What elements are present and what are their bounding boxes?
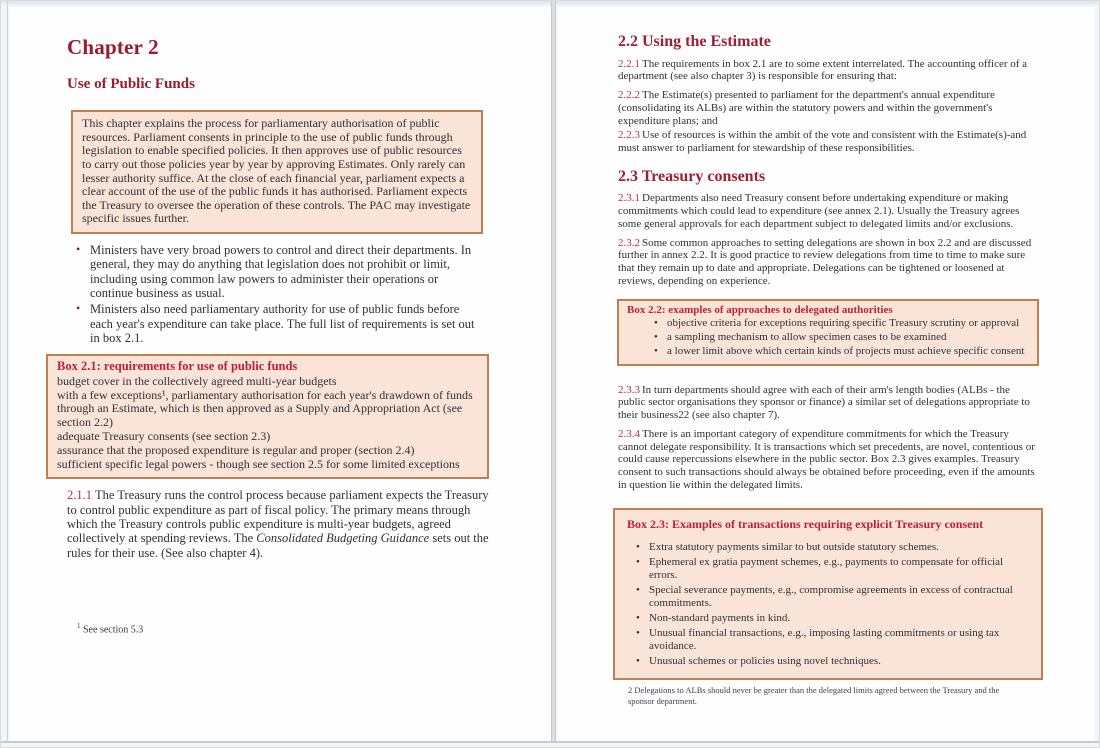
paragraph-number: 2.3.2	[618, 236, 640, 249]
box-2-1	[46, 354, 489, 479]
paragraph-2-2-3	[618, 129, 1039, 155]
paragraph-text: In turn departments should agree with each of their arm's length bodies (ALBs - the public sector organisations they sponsor or finance) a similar set of delegations appropriate to their business22 (see also chapter 7).	[618, 383, 1030, 422]
bullet-item: • Special severance payments, e.g., compromise agreements in excess of contractual commitments.	[649, 584, 1031, 610]
bullet-item: • Non-standard payments in kind.	[649, 612, 1031, 625]
footnote-marker: 1	[77, 622, 81, 631]
paragraph-number: 2.3.4	[618, 427, 640, 440]
viewer-bottom-edge	[1, 741, 1100, 743]
paragraph-2-3-4	[618, 428, 1039, 492]
box-2-2	[617, 299, 1039, 366]
bullet-item: • Unusual schemes or policies using novel techniques.	[649, 655, 1031, 668]
box-2-2-title: Box 2.2: examples of approaches to delegated authorities	[627, 303, 893, 316]
box-2-3-bullet-list	[627, 541, 1031, 668]
paragraph-number: 2.1.1	[67, 488, 92, 503]
box-2-1-line: adequate Treasury consents (see section 2.3)	[57, 428, 271, 443]
paragraph-2-3-2	[618, 237, 1039, 288]
paragraph-text: sets out the rules for their use. (See also chapter 4).	[67, 531, 489, 560]
paragraph-number: 2.3.3	[618, 383, 640, 396]
paragraph-2-3-1	[618, 192, 1039, 230]
heading-2-2: 2.2 Using the Estimate	[618, 33, 771, 50]
viewer-left-edge	[7, 1, 8, 741]
box-2-3-title: Box 2.3: Examples of transactions requiring explicit Treasury consent	[627, 516, 984, 531]
box-2-1-title: Box 2.1: requirements for use of public funds	[57, 359, 298, 374]
box-2-1-line: sufficient specific legal powers - though see section 2.5 for some limited exceptions	[57, 456, 460, 471]
box-2-3	[613, 508, 1043, 680]
heading-2-3: 2.3 Treasury consents	[618, 167, 766, 185]
box-2-2-bullet-list	[627, 317, 1029, 357]
bullet-item: • a lower limit above which certain kinds of projects must achieve specific consent	[667, 345, 1029, 358]
paragraph-2-1-1	[67, 488, 497, 560]
bullet-item: • Ministers also need parliamentary authority for use of public funds before each year's expenditure can take place. The full list of requirements is set out in box 2.1.	[90, 302, 479, 345]
bullet-item: • Ephemeral ex gratia payment schemes, e.g., payments to compensate for official errors.	[649, 556, 1031, 582]
page-divider	[551, 1, 556, 741]
paragraph-text: Use of resources is within the ambit of the vote and consistent with the Estimate(s)-and must answer to parliament for stewardship of these responsibilities.	[618, 129, 1027, 155]
paragraph-text: Departments also need Treasury consent before undertaking expenditure or making commitments which could lead to expenditure (see annex 2.1). Usually the Treasury agrees some general approvals for each department subject to delegated limits and/or exclusions.	[618, 192, 1020, 230]
page-left	[9, 7, 551, 741]
ministers-bullet-list	[67, 243, 479, 346]
box-2-1-line: assurance that the proposed expenditure is regular and proper (section 2.4)	[57, 442, 415, 457]
bullet-item: • a sampling mechanism to allow specimen cases to be examined	[667, 331, 1029, 344]
box-2-1-line: with a few exceptions¹, parliamentary authorisation for each year's drawdown of funds through an Estimate, which is then approved as a Supply and Appropriation Act (see section 2.2)	[57, 387, 473, 430]
intro-box	[71, 110, 483, 233]
paragraph-number: 2.3.1	[618, 192, 640, 205]
intro-box-text: This chapter explains the process for parliamentary authorisation of public resources. Parliament consents in principle to the use of public funds through legislation to enable specified policies. It then approves use of public resources to carry out those policies year by year by approving Estimates. Only rarely can lesser authority suffice. At the close of each financial year, parliament expects a clear account of the use of the public funds it has authorised. Parliament expects the Treasury to oversee the operation of these controls. The PAC may investigate specific issues further.	[82, 116, 471, 226]
section-title: Use of Public Funds	[67, 76, 195, 93]
paragraph-2-2-1	[618, 58, 1039, 84]
bullet-item: • Extra statutory payments similar to but outside statutory schemes.	[649, 541, 1031, 554]
bullet-item: • Ministers have very broad powers to control and direct their departments. In general, they may do anything that legislation does not prohibit or limit, including using common law powers to administer their operations or continue business as usual.	[90, 243, 479, 301]
bullet-item: • objective criteria for exceptions requiring specific Treasury scrutiny or approval	[667, 317, 1029, 330]
paragraph-number: 2.2.1	[618, 57, 640, 70]
bullet-item: • Unusual financial transactions, e.g., imposing lasting commitments or using tax avoidance.	[649, 627, 1031, 653]
paragraph-text: The Estimate(s) presented to parliament for the department's annual expenditure (consolidating its ALBs) are within the statutory powers and within the government's expenditure plans; and	[618, 89, 995, 127]
paragraph-text: The Treasury runs the control process because parliament expects the Treasury to control public expenditure as part of fiscal policy. The primary means through which the Treasury controls public expenditure is multi-year budgets, agreed collectively at spending reviews. The	[67, 488, 489, 546]
paragraph-2-3-3	[618, 384, 1039, 422]
italic-title-text: Consolidated Budgeting Guidance	[256, 531, 430, 546]
paragraph-text: There is an important category of expenditure commitments for which the Treasury cannot delegate responsibility. It is transactions which set precedents, are novel, contentious or could cause repercussions elsewhere in the public sector. Box 2.3 gives examples. Treasury consent to such transactions should always be obtained before proceeding, even if the amounts in question lie within the delegated limits.	[618, 427, 1035, 491]
footnote-text: See section 5.3	[83, 624, 144, 636]
page-right	[557, 7, 1095, 741]
box-2-1-line: budget cover in the collectively agreed multi-year budgets	[57, 373, 337, 388]
chapter-title: Chapter 2	[67, 35, 159, 59]
footnote-left	[67, 622, 497, 636]
footnote-right: 2 Delegations to ALBs should never be greater than the delegated limits agreed between the Treasury and the sponsor department.	[628, 684, 1000, 707]
paragraph-2-2-2	[618, 89, 1039, 127]
paragraph-text: The requirements in box 2.1 are to some extent interrelated. The accounting officer of a department (see also chapter 3) is responsible for ensuring that:	[618, 57, 1028, 83]
paragraph-number: 2.2.3	[618, 129, 640, 142]
paragraph-text: Some common approaches to setting delegations are shown in box 2.2 and are discussed further in annex 2.2. It is good practice to review delegations from time to time to make sure that they remain up to date and appropriate. Delegations can be tightened or loosened at reviews, depending on experience.	[618, 236, 1032, 287]
paragraph-number: 2.2.2	[618, 89, 640, 102]
